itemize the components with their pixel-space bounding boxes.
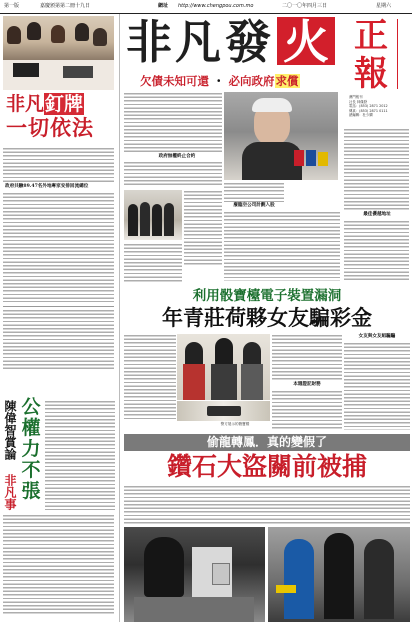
speaker-photo <box>224 92 338 180</box>
lead-subhead-part3: 求償 <box>275 74 299 88</box>
column-divider <box>119 14 120 622</box>
gambling-kicker: 利用骰寶檯電子裝置漏洞 <box>192 288 342 304</box>
lead-story-col-4 <box>124 243 182 283</box>
gambling-body-3 <box>272 390 342 430</box>
masthead-line-5: 總編輯：杜少嫻 <box>349 113 373 117</box>
diamond-photo-left <box>124 527 265 622</box>
commentary-headline: 公 權 力 不 張 <box>21 396 41 502</box>
left-headline <box>6 93 114 145</box>
left-story-body <box>3 147 114 183</box>
commentary-topic: 非凡事 <box>3 474 17 510</box>
masthead-side-rule <box>397 19 398 89</box>
diamond-photo-right <box>268 527 410 622</box>
gambling-headline: 年青莊荷夥女友騙彩金 <box>162 305 372 330</box>
commentary-lead-body <box>3 309 114 369</box>
mid-box-title-1: 廢臨空公司計劃入股 <box>233 203 275 208</box>
roc-date: 嘉慶頒第第二冊十九日 <box>40 3 91 9</box>
commentary-author: 陳偉智賞論 <box>3 400 17 460</box>
lead-story-col-2 <box>124 161 222 187</box>
diamond-body <box>124 485 410 525</box>
site-label: 網址 <box>158 3 169 9</box>
gambling-side-title-1: 女友與女友組騙騙 <box>358 334 396 339</box>
masthead-info <box>349 95 407 118</box>
lead-story-col-1 <box>124 92 222 152</box>
left-headline-part2: 釘牌 <box>45 93 84 115</box>
mid-box-body-1 <box>224 211 340 281</box>
top-strip <box>0 0 412 14</box>
lead-headline-char-2: 凡 <box>175 15 221 69</box>
gambling-body-1 <box>124 334 176 420</box>
lead-subhead-part1: 欠債未知可還 <box>140 74 209 88</box>
masthead <box>347 17 409 125</box>
commentary-body <box>45 400 115 510</box>
masthead-line-2: 社長 林傑發 <box>349 99 368 104</box>
site-url[interactable]: http://www.chengpou.com.mo <box>178 3 254 9</box>
gambling-body-2 <box>272 334 342 380</box>
issue-date: 二〇一〇年四月三日 <box>282 3 328 9</box>
masthead-line-4: 傳真：(853) 2871 0111 <box>349 108 388 113</box>
gambling-side-body-1 <box>344 342 410 430</box>
gambling-caption: 警方展示的骰寶檯 <box>220 422 250 426</box>
left-box-title: 政府共驗89.47名外地專家安排回流總位 <box>5 184 89 189</box>
diamond-headline: 鑽石大盜關前被捕 <box>166 452 367 481</box>
lead-subhead-part2: 必向政府 <box>228 74 275 88</box>
lead-headline-char-3: 發 <box>225 15 271 69</box>
lead-inset-title: 政府無權終止合約 <box>158 154 196 159</box>
weekday: 星期六 <box>376 3 392 9</box>
left-headline-part1: 非凡 <box>6 93 45 115</box>
lead-story-col-3 <box>184 190 222 265</box>
diamond-kicker: 偷龍轉鳳．真的變假了 <box>206 435 327 449</box>
right-story-col-1 <box>344 128 409 210</box>
mid-story-col <box>224 182 284 202</box>
right-story-col-2 <box>344 220 409 282</box>
lead-headline-block <box>125 17 338 73</box>
gambling-table-photo <box>177 401 270 421</box>
lead-subhead: 欠債未知可還 ・ 必向政府求償 <box>140 74 299 88</box>
commentary-body-2 <box>3 514 114 614</box>
lead-headline-char-1: 非 <box>126 15 172 69</box>
mid-box-title-2: 最佳優越地址 <box>363 212 391 217</box>
page-label: 第一版 <box>4 3 20 9</box>
masthead-line-3: 電話：(853) 2871 2012 <box>349 104 388 108</box>
masthead-logo-2: 報 <box>354 54 388 94</box>
masthead-line-1: 澳門報刊 <box>349 95 363 99</box>
lead-headline-char-4: 火 <box>277 17 335 65</box>
suspects-photo <box>177 334 270 400</box>
gambling-side-title-2: 本週證記財務 <box>293 382 321 387</box>
left-box-body <box>3 192 114 302</box>
left-headline-bottom: 一切依法 <box>6 115 94 140</box>
press-conference-photo <box>3 16 114 90</box>
officials-photo <box>124 190 182 240</box>
masthead-logo-1: 正 <box>354 16 388 56</box>
